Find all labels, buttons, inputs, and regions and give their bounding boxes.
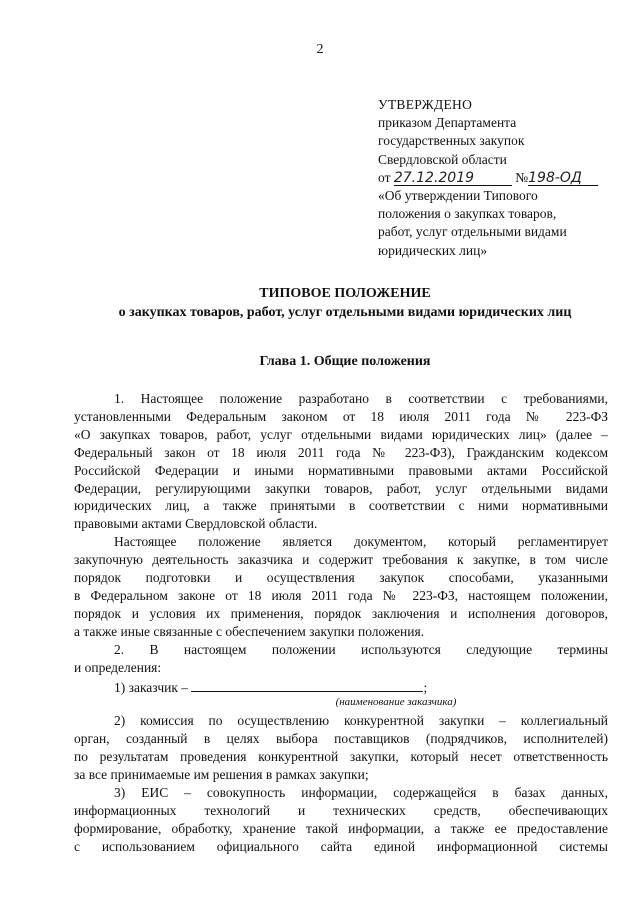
text-line: за все принимаемые им решения в рамках закупки; <box>74 767 369 783</box>
customer-name-caption: (наименование заказчика) <box>335 696 457 709</box>
text-line: закупочную деятельность заказчика и содержит требования к закупке, в том числе <box>74 552 608 568</box>
definition-item-2 <box>74 712 608 784</box>
text-line: формирование, обработку, хранение такой информации, а также ее предоставление <box>74 820 608 836</box>
text-line: а также иные связанные с обеспечением закупки положения. <box>74 623 425 639</box>
text-line: порядок и условия их применения, порядок заключения и исполнения договоров, <box>74 605 608 621</box>
text-line: 2) комиссия по осуществлению конкурентной закупки – коллегиальный <box>114 713 608 729</box>
number-field <box>528 171 598 186</box>
date-field <box>394 171 512 186</box>
paragraph-2 <box>74 533 608 640</box>
date-prefix: от <box>378 169 391 185</box>
approval-date-line <box>378 169 598 187</box>
document-body <box>74 390 608 856</box>
text-line: 2. В настоящем положении используются следующие термины <box>114 641 608 657</box>
approval-line: приказом Департамента <box>378 115 517 131</box>
text-line: 1. Настоящее положение разработано в соответствии с требованиями, <box>114 391 608 406</box>
text-line: Федерации, регулирующими закупки товаров, работ, услуг отдельными видами <box>74 480 608 496</box>
text-line: по результатам проведения конкурентной закупки, который несет ответственность <box>74 749 608 765</box>
document-title: ТИПОВОЕ ПОЛОЖЕНИЕ <box>259 286 431 301</box>
paragraph-3 <box>74 641 608 677</box>
text-line: правовыми актами Свердловской области. <box>74 516 318 532</box>
chapter-title: Глава 1. Общие положения <box>259 354 431 369</box>
number-prefix: № <box>515 169 529 185</box>
text-line: и определения: <box>74 659 162 675</box>
text-line: с использованием официального сайта единой информационной системы <box>74 838 608 854</box>
text-line: «О закупках товаров, работ, услуг отдельными видами юридических лиц» (далее – <box>74 426 608 442</box>
text-line: 3) ЕИС – совокупность информации, содержащейся в базах данных, <box>114 785 608 801</box>
definition-item-3 <box>74 784 608 856</box>
text-line: Федеральный закон от 18 июля 2011 года № 223-ФЗ), Гражданским кодексом <box>74 444 608 460</box>
text-line: юридических лиц, а также принятыми в соответствии с ними нормативными <box>74 498 608 514</box>
item-1-suffix: ; <box>423 679 428 695</box>
approval-subject-line: «Об утверждении Типового <box>378 188 538 204</box>
approval-block <box>378 96 598 260</box>
approval-subject-line: юридических лиц» <box>378 242 488 258</box>
item-1-label: 1) заказчик – <box>114 679 189 695</box>
definition-item-1 <box>74 679 608 697</box>
text-line: в Федеральном законе от 18 июля 2011 года № 223-ФЗ, настоящем положении, <box>74 587 608 603</box>
text-line: орган, созданный в целях выбора поставщиков (подрядчиков, исполнителей) <box>74 731 608 747</box>
paragraph-1 <box>74 390 608 533</box>
text-line: порядок подготовки и осуществления закупок способами, указанными <box>74 570 608 586</box>
approval-heading: УТВЕРЖДЕНО <box>378 97 473 112</box>
text-line: установленными Федеральным законом от 18 июля 2011 года № 223-ФЗ <box>74 408 608 424</box>
handwritten-date: 27.12.2019 <box>393 169 475 186</box>
text-line: информационных технологий и технических средств, обеспечивающих <box>74 802 608 818</box>
approval-subject-line: положения о закупках товаров, <box>378 206 557 222</box>
customer-name-blank <box>191 679 423 692</box>
page-number: 2 <box>316 42 324 57</box>
text-line: Российской Федерации и иными нормативными правовыми актами Российской <box>74 462 608 478</box>
handwritten-number: 198-ОД <box>528 169 582 186</box>
text-line: Настоящее положение является документом, который регламентирует <box>114 534 608 550</box>
document-subtitle: о закупках товаров, работ, услуг отдельными видами юридических лиц <box>118 305 572 320</box>
approval-line: государственных закупок <box>378 133 525 149</box>
approval-subject-line: работ, услуг отдельными видами <box>378 224 567 240</box>
approval-line: Свердловской области <box>378 151 507 167</box>
